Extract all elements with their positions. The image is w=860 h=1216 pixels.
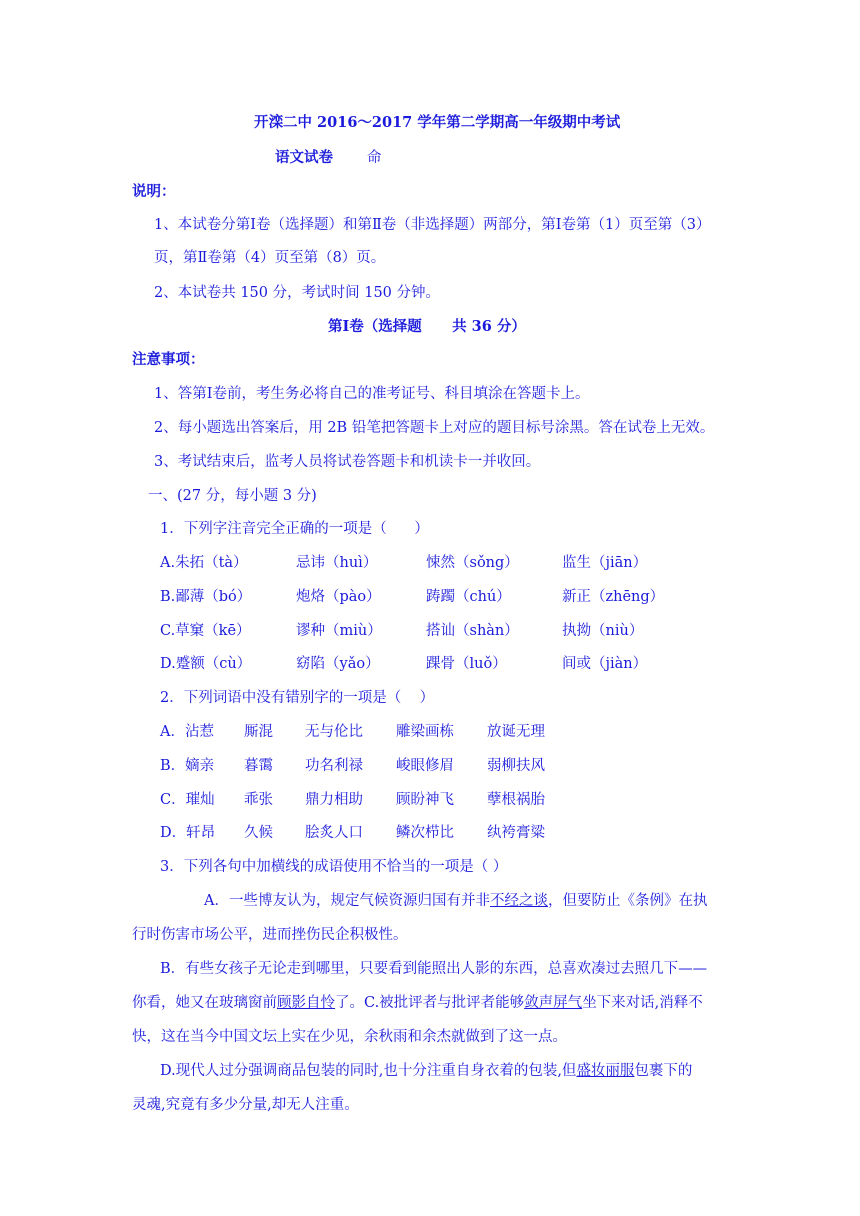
underlined-idiom: 不经之谈 [489, 893, 548, 909]
option-cell: 炮烙（pào） [296, 589, 381, 605]
option-cell: 鼎力相助 [305, 792, 363, 808]
option-cell: 暮霭 [244, 758, 273, 774]
notes-item-1: 1、答第Ⅰ卷前，考生务必将自己的准考证号、科目填涂在答题卡上。 [154, 386, 590, 402]
option-cell: D.蹙额（cù） [160, 656, 252, 672]
question-3-option-b-line1: B．有些女孩子无论走到哪里，只要看到能照出人影的东西，总喜欢凑过去照几下—— [160, 961, 708, 977]
option-cell: 顾盼神飞 [396, 792, 454, 808]
question-2-stem: 2．下列词语中没有错别字的一项是（ ） [160, 690, 435, 706]
option-cell: 鳞次栉比 [396, 825, 454, 841]
option-cell: 峻眼修眉 [396, 758, 454, 774]
option-cell: 久候 [244, 825, 273, 841]
option-cell: 新正（zhēng） [562, 589, 665, 605]
instruction-item-2: 2、本试卷共 150 分，考试时间 150 分钟。 [154, 285, 441, 301]
text-segment: D.现代人过分强调商品包装的同时,也十分注重自身衣着的包装,但 [160, 1063, 577, 1079]
underlined-idiom: 敛声屏气 [524, 995, 583, 1011]
option-cell: 雕梁画栋 [396, 724, 454, 740]
page-title: 开滦二中 2016～2017 学年第二学期高一年级期中考试 [254, 114, 621, 131]
option-cell: 无与伦比 [305, 724, 363, 740]
text-segment: 了。C.被批评者与批评者能够 [335, 995, 525, 1011]
question-3-option-a-line2: 行时伤害市场公平，进而挫伤民企积极性。 [132, 927, 408, 943]
option-cell: B.鄙薄（bó） [160, 589, 252, 605]
underlined-idiom: 顾影自怜 [277, 995, 335, 1011]
option-cell: 功名利禄 [305, 758, 363, 774]
instructions-heading: 说明： [132, 183, 176, 200]
option-cell: 谬种（miù） [296, 623, 382, 639]
option-cell: 纨袴膏粱 [487, 825, 545, 841]
text-segment: 你看，她又在玻璃窗前 [132, 995, 277, 1011]
text-segment: 包裹下的 [634, 1063, 693, 1079]
question-3-option-c-line2: 快，这在当今中国文坛上实在少见，余秋雨和余杰就做到了这一点。 [132, 1029, 567, 1045]
option-cell: A.朱拓（tà） [160, 555, 248, 571]
option-cell: 放诞无理 [487, 724, 545, 740]
option-cell: D．轩昂 [160, 825, 216, 841]
option-cell: 窈陷（yǎo） [296, 656, 380, 672]
option-cell: C.草窠（kē） [160, 623, 251, 639]
question-3-option-a-line1 [204, 891, 707, 911]
option-cell: 弱柳扶风 [487, 758, 545, 774]
option-cell: 监生（jiān） [562, 555, 648, 571]
text-segment: A．一些博友认为，规定气候资源归国有并非 [204, 893, 490, 909]
subject-title-suffix: 命 [367, 150, 382, 166]
option-cell: 搭讪（shàn） [426, 623, 519, 639]
option-cell: 踝骨（luǒ） [426, 656, 507, 672]
text-segment: ，但要防止《条例》在执 [547, 893, 708, 909]
question-3-option-d-line1 [160, 1061, 692, 1081]
option-cell: B．嫡亲 [160, 758, 215, 774]
section-title: 第Ⅰ卷（选择题 共 36 分） [328, 318, 526, 335]
underlined-idiom: 盛妆丽服 [576, 1063, 635, 1079]
notes-heading: 注意事项： [132, 351, 205, 368]
subject-title: 语文试卷 [275, 149, 333, 166]
question-3-option-b-line2 [132, 993, 703, 1013]
option-cell: 脍炙人口 [305, 825, 363, 841]
option-cell: 间或（jiàn） [562, 656, 648, 672]
instruction-item-1a: 1、本试卷分第Ⅰ卷（选择题）和第Ⅱ卷（非选择题）两部分，第Ⅰ卷第（1）页至第（3） [154, 217, 711, 233]
text-segment: 坐下来对话,消释不 [582, 995, 703, 1011]
instruction-item-1b: 页，第Ⅱ卷第（4）页至第（8）页。 [154, 250, 386, 266]
question-3-option-d-line2: 灵魂,究竟有多少分量,却无人注重。 [132, 1097, 359, 1113]
notes-item-3: 3、考试结束后，监考人员将试卷答题卡和机读卡一并收回。 [154, 454, 541, 470]
option-cell: 悚然（sǒng） [426, 555, 519, 571]
option-cell: 忌讳（huì） [296, 555, 378, 571]
option-cell: 孽根祸胎 [487, 792, 545, 808]
option-cell: 踌躅（chú） [426, 589, 511, 605]
option-cell: A．沾惹 [160, 724, 214, 740]
option-cell: 执拗（niù） [562, 623, 644, 639]
part-heading: 一、(27 分，每小题 3 分) [148, 488, 317, 504]
option-cell: 厮混 [244, 724, 273, 740]
question-3-stem: 3．下列各句中加横线的成语使用不恰当的一项是（ ） [160, 859, 508, 875]
notes-item-2: 2、每小题选出答案后，用 2B 铅笔把答题卡上对应的题目标号涂黑。答在试卷上无效。 [154, 420, 715, 436]
question-1-stem: 1．下列字注音完全正确的一项是（ ） [160, 521, 429, 537]
option-cell: 乖张 [244, 792, 273, 808]
option-cell: C．璀灿 [160, 792, 215, 808]
